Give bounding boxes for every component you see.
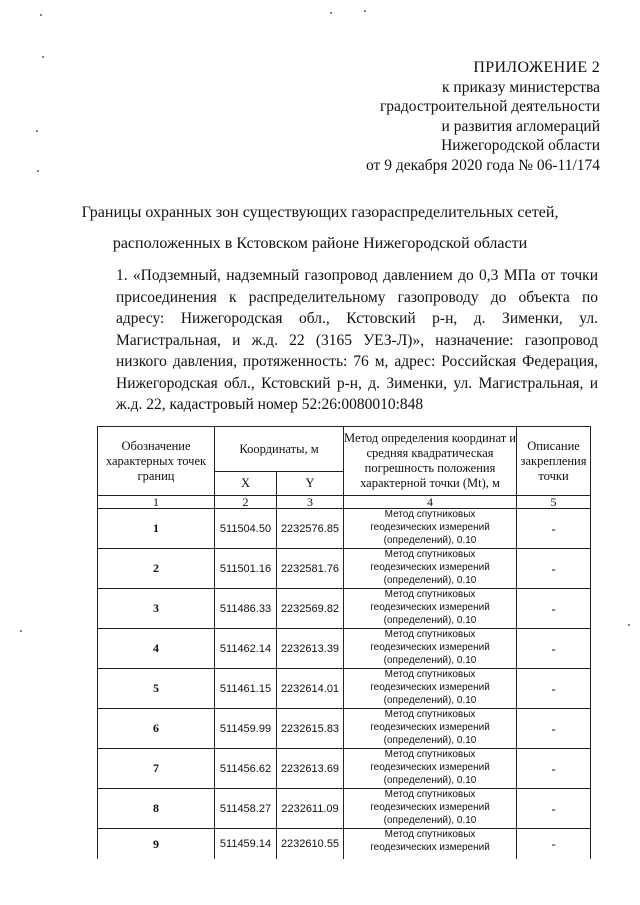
method-line: геодезических измерений [370,802,490,814]
column-number: 5 [517,496,591,509]
point-description: - [517,709,591,749]
annex-line: градостроительной деятельности [379,98,600,115]
scan-speck [36,130,38,132]
method-line: геодезических измерений [370,841,490,853]
table-row [98,669,591,709]
point-description: - [517,829,591,860]
point-description: - [517,589,591,629]
method-cell [344,509,517,549]
method-line: Метод спутниковых [384,829,476,840]
coord-x: 511461.15 [215,669,277,709]
coord-x: 511458.27 [215,789,277,829]
column-number: 2 [215,496,277,509]
column-number: 1 [98,496,215,509]
table-row [98,589,591,629]
method-line: (определений), 0.10 [383,694,477,706]
point-description: - [517,749,591,789]
point-id: 6 [98,709,215,749]
header-x: X [215,472,277,496]
table-row [98,709,591,749]
method-line: Метод спутниковых [384,629,476,641]
annex-line: Нижегородской области [441,137,600,154]
point-id: 2 [98,549,215,589]
coord-y: 2232581.76 [277,549,344,589]
method-line: Метод спутниковых [384,509,476,521]
scan-speck [42,56,44,58]
coord-x: 511462.14 [215,629,277,669]
scan-speck [330,12,332,14]
point-id: 3 [98,589,215,629]
header-coordinates: Координаты, м [215,427,344,472]
point-id: 7 [98,749,215,789]
method-cell [344,829,517,860]
table-row [98,549,591,589]
method-cell [344,629,517,669]
method-line: Метод спутниковых [384,749,476,761]
coord-y: 2232611.09 [277,789,344,829]
method-line: Метод спутниковых [384,789,476,801]
point-id: 9 [98,829,215,860]
method-line: (определений), 0.10 [383,614,477,626]
coordinates-table [97,426,591,859]
annex-block [270,58,600,175]
annex-line: и развития агломераций [441,117,600,135]
method-cell [344,789,517,829]
method-line: (определений), 0.10 [383,734,477,746]
method-line: геодезических измерений [370,722,490,734]
scan-speck [628,624,630,626]
method-line: геодезических измерений [370,522,490,534]
table-row [98,629,591,669]
method-line: геодезических измерений [370,682,490,694]
method-line: Метод спутниковых [384,669,476,681]
method-line: (определений), 0.10 [383,534,477,546]
coord-y: 2232614.01 [277,669,344,709]
scan-speck [37,170,39,172]
document-title [0,197,640,259]
annex-title: ПРИЛОЖЕНИЕ 2 [473,59,600,76]
header-point: Обозначение характерных точек границ [98,427,215,496]
scan-speck [40,14,42,16]
method-cell [344,549,517,589]
method-line: геодезических измерений [370,562,490,574]
coord-x: 511486.33 [215,589,277,629]
coord-x: 511459.14 [215,829,277,860]
method-line: геодезических измерений [370,762,490,774]
coord-x: 511504.50 [215,509,277,549]
point-description: - [517,789,591,829]
scan-speck [364,10,366,12]
header-description: Описание закрепления точки [517,427,591,496]
column-number: 3 [277,496,344,509]
column-number: 4 [344,496,517,509]
point-id: 4 [98,629,215,669]
point-description: - [517,669,591,709]
document-title-line: Границы охранных зон существующих газораспределительных сетей, [81,204,559,221]
coord-x: 511456.62 [215,749,277,789]
method-line: (определений), 0.10 [383,814,477,826]
coord-y: 2232610.55 [277,829,344,860]
header-method: Метод определения координат и средняя квадратическая погрешность положения характерной точки (Mt), м [344,427,517,496]
point-description: - [517,509,591,549]
header-y: Y [277,472,344,496]
coord-x: 511459.99 [215,709,277,749]
method-line: (определений), 0.10 [383,774,477,786]
point-id: 1 [98,509,215,549]
annex-line: от 9 декабря 2020 года № 06-11/174 [366,156,600,174]
point-id: 5 [98,669,215,709]
point-id: 8 [98,789,215,829]
method-line: (определений), 0.10 [383,654,477,666]
coord-y: 2232615.83 [277,709,344,749]
method-line: геодезических измерений [370,602,490,614]
method-line: Метод спутниковых [384,589,476,601]
table-row [98,749,591,789]
method-line: Метод спутниковых [384,709,476,721]
method-cell [344,669,517,709]
object-description: 1. «Подземный, надземный газопровод давлением до 0,3 МПа от точки присоединения к распределительному газопроводу до объекта по адресу: Нижегородская обл., Кстовский р-н, д. Зименки, ул. Магистральная, и ж.д. 22 (3165 УЕЗ-Л)», назначение: газопровод низкого давления, протяженность: 76 м, адрес: Российская Федерация, Нижегородская обл., Кстовский р-н, д. Зименки, ул. Магистральная, и ж.д. 22, кадастровый номер 52:26:0080010:848 [116,267,598,413]
table-row [98,789,591,829]
point-description: - [517,549,591,589]
coord-y: 2232613.39 [277,629,344,669]
point-description: - [517,629,591,669]
coord-x: 511501.16 [215,549,277,589]
scan-speck [20,630,22,632]
coord-y: 2232576.85 [277,509,344,549]
coord-y: 2232613.69 [277,749,344,789]
method-line: геодезических измерений [370,642,490,654]
table-row [98,829,591,860]
method-cell [344,589,517,629]
method-cell [344,709,517,749]
method-line: (определений), 0.10 [383,574,477,586]
method-line: Метод спутниковых [384,549,476,561]
table-row [98,509,591,549]
coord-y: 2232569.82 [277,589,344,629]
method-cell [344,749,517,789]
annex-line: к приказу министерства [442,78,600,96]
document-title-line: расположенных в Кстовском районе Нижегородской области [112,235,528,252]
